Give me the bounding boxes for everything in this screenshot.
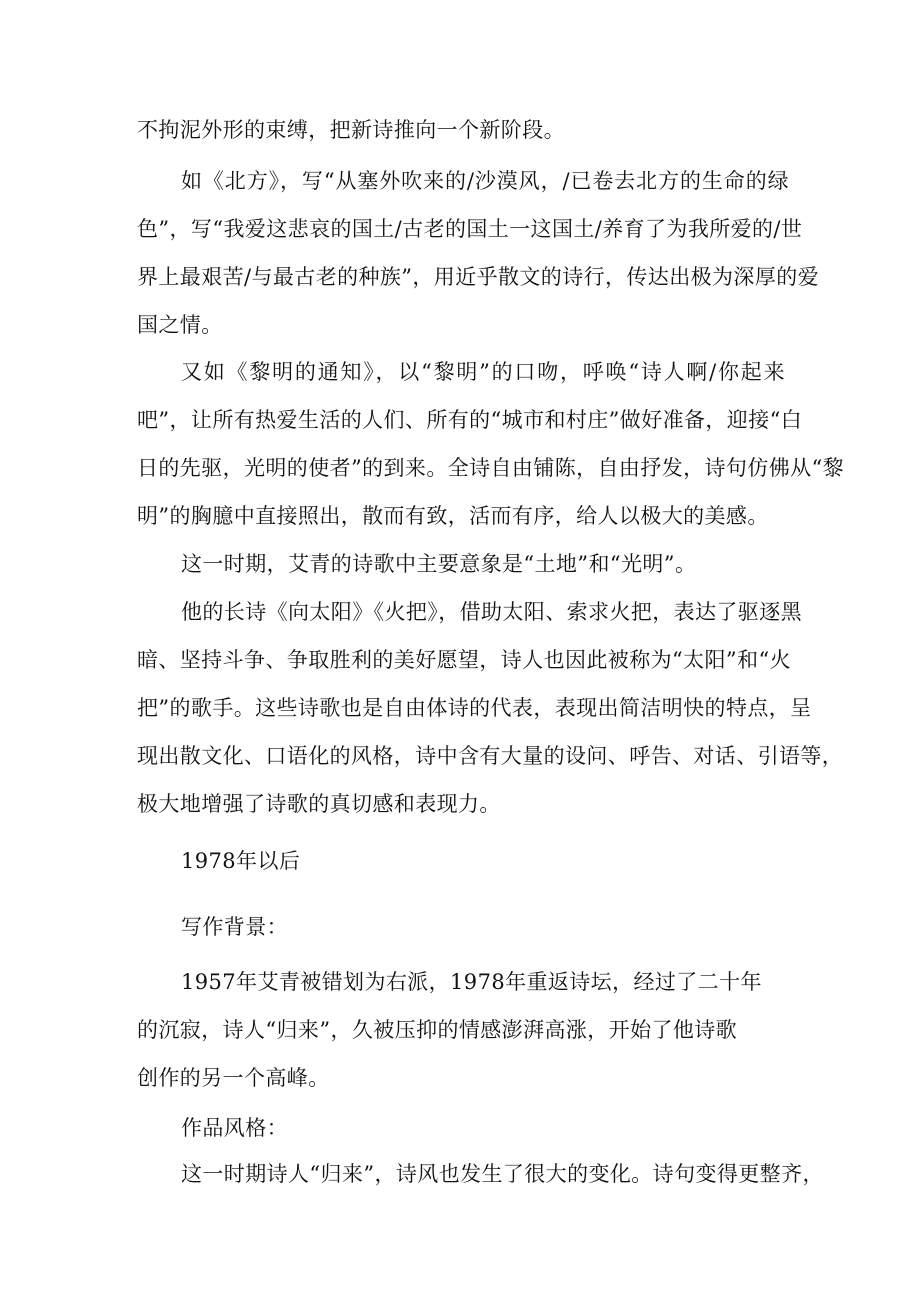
subsection-heading: 作品风格： <box>181 1116 288 1140</box>
text-line: 现出散文化、口语化的风格，诗中含有大量的设问、呼告、对话、引语等， <box>137 744 844 768</box>
text-line: 日的先驱，光明的使者”的到来。全诗自由铺陈，自由抒发，诗句仿佛从“黎 <box>137 456 845 480</box>
text-line: 如《北方》，写“从塞外吹来的/沙漠风，/已卷去北方的生命的绿 <box>181 169 789 193</box>
section-heading: 1978年以后 <box>181 849 301 873</box>
text-line: 1957年艾青被错划为右派，1978年重返诗坛，经过了二十年 <box>181 970 762 994</box>
text-line: 不拘泥外形的束缚，把新诗推向一个新阶段。 <box>137 118 565 142</box>
text-line: 明”的胸臆中直接照出，散而有致，活而有序，给人以极大的美感。 <box>137 504 769 528</box>
text-line: 极大地增强了诗歌的真切感和表现力。 <box>137 792 501 816</box>
text-line: 这一时期诗人“归来”，诗风也发生了很大的变化。诗句变得更整齐， <box>181 1162 824 1186</box>
text-line: 又如《黎明的通知》，以“黎明”的口吻，呼唤“诗人啊/你起来 <box>181 360 785 384</box>
text-line: 的沉寂，诗人“归来”，久被压抑的情感澎湃高涨，开始了他诗歌 <box>137 1018 738 1042</box>
text-line: 把”的歌手。这些诗歌也是自由体诗的代表，表现出简洁明快的特点，呈 <box>137 696 812 720</box>
text-line: 这一时期，艾青的诗歌中主要意象是“土地”和“光明”。 <box>181 552 697 576</box>
text-line: 国之情。 <box>137 313 223 337</box>
text-line: 他的长诗《向太阳》《火把》，借助太阳、索求火把，表达了驱逐黑 <box>181 600 802 624</box>
text-line: 暗、坚持斗争、争取胜利的美好愿望，诗人也因此被称为“太阳”和“火 <box>137 648 792 672</box>
text-line: 创作的另一个高峰。 <box>137 1066 330 1090</box>
subsection-heading: 写作背景： <box>181 915 288 939</box>
text-line: 界上最艰苦/与最古老的种族”，用近乎散文的诗行，传达出极为深厚的爱 <box>137 265 820 289</box>
text-line: 色”，写“我爱这悲哀的国土/古老的国土一这国土/养育了为我所爱的/世 <box>137 217 803 241</box>
text-line: 吧”，让所有热爱生活的人们、所有的“城市和村庄”做好准备，迎接“白 <box>137 408 803 432</box>
